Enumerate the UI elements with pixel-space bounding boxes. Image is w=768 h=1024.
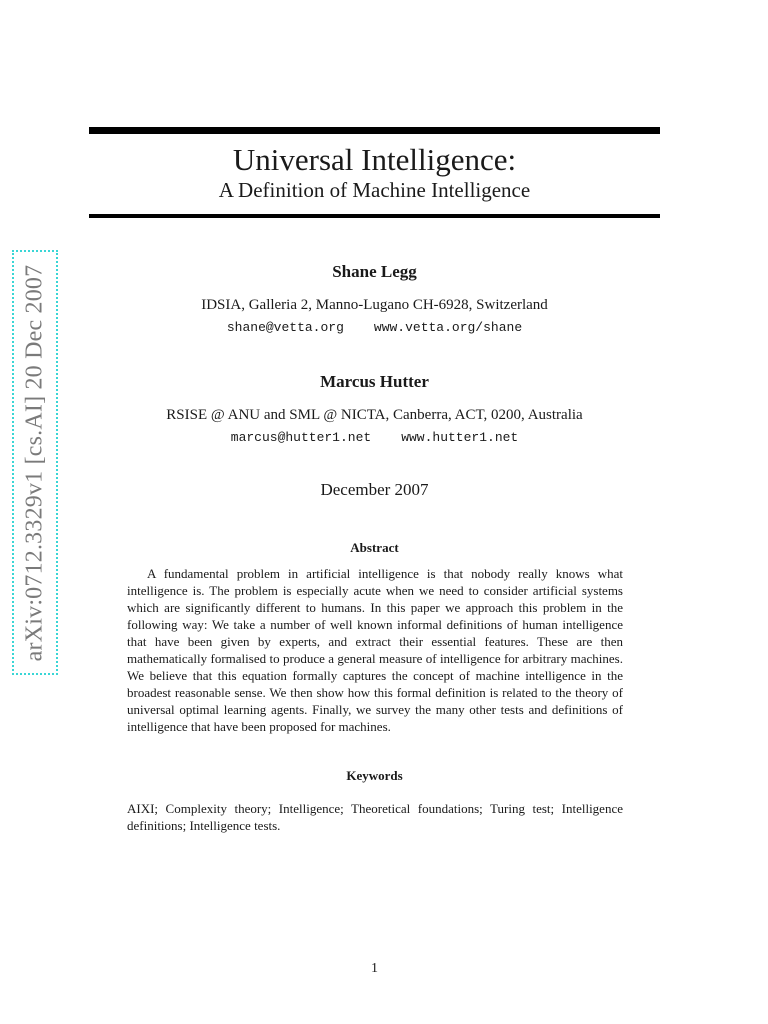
paper-title: Universal Intelligence: xyxy=(232,142,517,177)
title-top-rule xyxy=(89,127,660,134)
author-website-1: www.vetta.org/shane xyxy=(373,320,523,335)
author-contacts-1 xyxy=(89,320,660,335)
paper-subtitle: A Definition of Machine Intelligence xyxy=(218,178,531,202)
keywords-text: AIXI; Complexity theory; Intelligence; Theoretical foundations; Turing test; Intelligence definitions; Intelligence tests. xyxy=(127,801,623,833)
abstract-text: A fundamental problem in artificial intelligence is that nobody really knows what intelligence is. The problem is especially acute when we need to consider artificial systems which are significantly different to humans. In this paper we approach this problem in the following way: We take a number of well known informal definitions of human intelligence that have been given by experts, and extract their essential features. These are then mathematically formalised to produce a general measure of intelligence for arbitrary machines. We believe that this equation formally captures the concept of machine intelligence in the broadest reasonable sense. We then show how this formal definition is related to the theory of universal optimal learning agents. Finally, we survey the many other tests and definitions of intelligence that have been proposed for machines. xyxy=(127,566,623,734)
author-email-2: marcus@hutter1.net xyxy=(230,430,372,445)
page-number: 1 xyxy=(371,961,378,976)
publication-date: December 2007 xyxy=(320,480,429,499)
author-name-1: Shane Legg xyxy=(332,262,417,281)
author-affiliation-1: IDSIA, Galleria 2, Manno-Lugano CH-6928, Switzerland xyxy=(201,297,548,313)
author-contacts-2 xyxy=(89,430,660,445)
author-name-2: Marcus Hutter xyxy=(320,372,429,391)
arxiv-stamp xyxy=(12,250,58,675)
abstract-heading: Abstract xyxy=(350,540,399,555)
author-website-2: www.hutter1.net xyxy=(401,430,519,445)
title-bottom-rule xyxy=(89,214,660,218)
author-email-1: shane@vetta.org xyxy=(226,320,344,335)
arxiv-identifier: arXiv:0712.3329v1 [cs.AI] 20 Dec 2007 xyxy=(21,264,48,661)
author-affiliation-2: RSISE @ ANU and SML @ NICTA, Canberra, ACT, 0200, Australia xyxy=(166,407,583,423)
keywords-heading: Keywords xyxy=(346,768,403,783)
